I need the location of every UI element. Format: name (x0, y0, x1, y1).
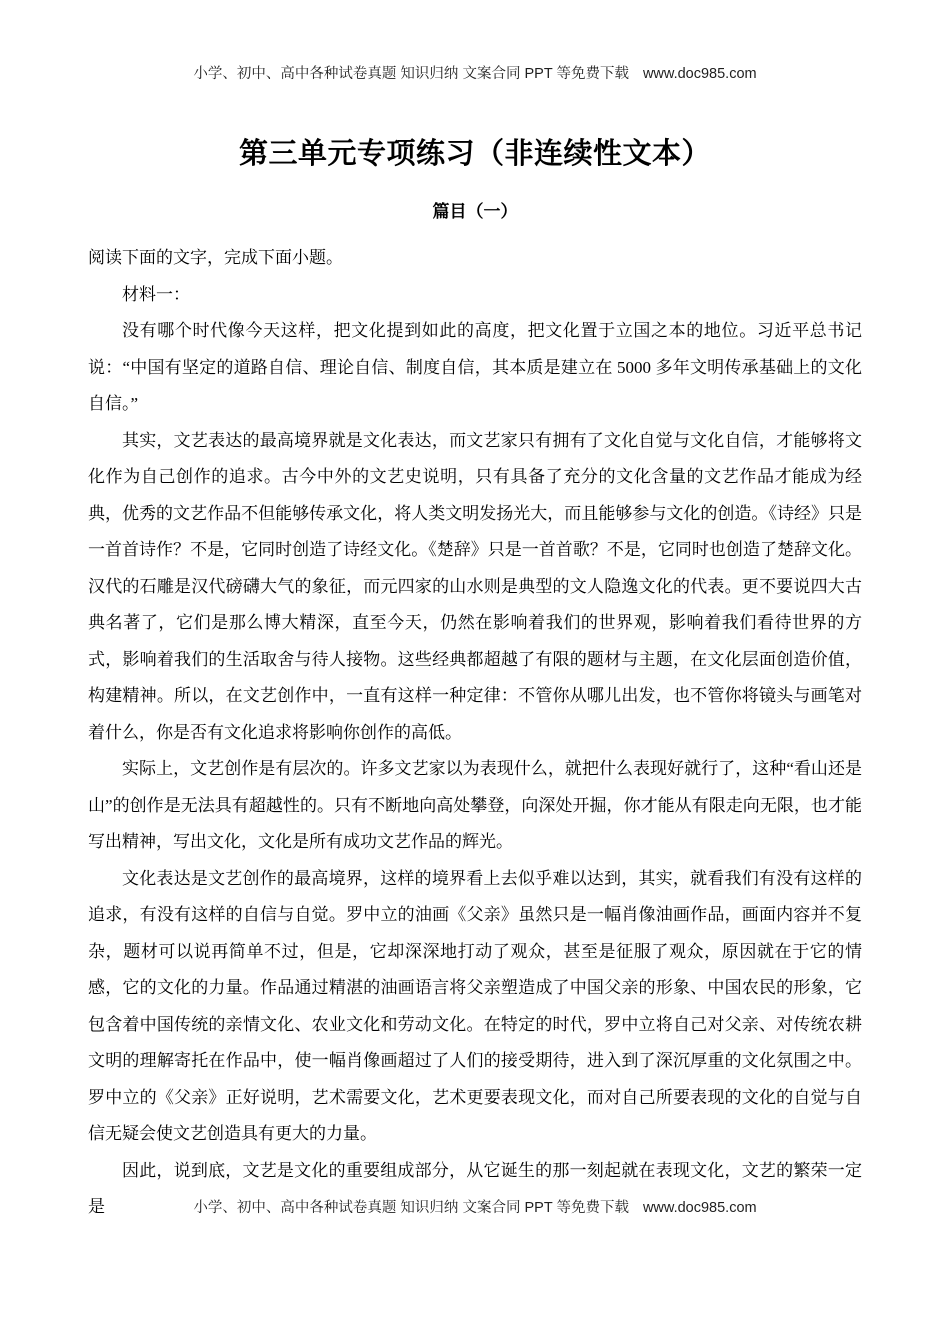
body-text (88, 240, 862, 1226)
header-site-url: www.doc985.com (642, 66, 757, 82)
paragraph: 实际上，文艺创作是有层次的。许多文艺家以为表现什么，就把什么表现好就行了，这种“看山还是山”的创作是无法具有超越性的。只有不断地向高处攀登，向深处开掘，你才能从有限走向无限，也才能写出精神，写出文化，文化是所有成功文艺作品的辉光。 (88, 759, 862, 851)
paragraph: 阅读下面的文字，完成下面小题。 (88, 248, 343, 267)
paragraph: 因此，说到底，文艺是文化的重要组成部分，从它诞生的那一刻起就在表现文化，文艺的繁荣一定是 (88, 1160, 862, 1216)
page-footer (0, 1200, 950, 1217)
page-header (0, 66, 950, 83)
paragraph: 文化表达是文艺创作的最高境界，这样的境界看上去似乎难以达到，其实，就看我们有没有这样的追求，有没有这样的自信与自觉。罗中立的油画《父亲》虽然只是一幅肖像油画作品，画面内容并不复杂，题材可以说再简单不过，但是，它却深深地打动了观众，甚至是征服了观众，原因就在于它的情感，它的文化的力量。作品通过精湛的油画语言将父亲塑造成了中国父亲的形象、中国农民的形象，它包含着中国传统的亲情文化、农业文化和劳动文化。在特定的时代，罗中立将自己对父亲、对传统农耕文明的理解寄托在作品中，使一幅肖像画超过了人们的接受期待，进入到了深沉厚重的文化氛围之中。罗中立的《父亲》正好说明，艺术需要文化，艺术更要表现文化，而对自己所要表现的文化的自觉与自信无疑会使文艺创造具有更大的力量。 (88, 868, 862, 1143)
paragraph: 没有哪个时代像今天这样，把文化提到如此的高度，把文化置于立国之本的地位。习近平总书记说：“中国有坚定的道路自信、理论自信、制度自信，其本质是建立在 5000 多年文明传承基础上的文化自信。” (88, 321, 862, 413)
paragraph: 其实，文艺表达的最高境界就是文化表达，而文艺家只有拥有了文化自觉与文化自信，才能够将文化作为自己创作的追求。古今中外的文艺史说明，只有具备了充分的文化含量的文艺作品才能成为经典，优秀的文艺作品不但能够传承文化，将人类文明发扬光大，而且能够参与文化的创造。《诗经》只是一首首诗作？不是，它同时创造了诗经文化。《楚辞》只是一首首歌？不是，它同时也创造了楚辞文化。汉代的石雕是汉代磅礴大气的象征，而元四家的山水则是典型的文人隐逸文化的代表。更不要说四大古典名著了，它们是那么博大精深，直至今天，仍然在影响着我们的世界观，影响着我们看待世界的方式，影响着我们的生活取舍与待人接物。这些经典都超越了有限的题材与主题，在文化层面创造价值，构建精神。所以，在文艺创作中，一直有这样一种定律：不管你从哪儿出发，也不管你将镜头与画笔对着什么，你是否有文化追求将影响你创作的高低。 (88, 430, 862, 742)
header-text: 小学、初中、高中各种试卷真题 知识归纳 文案合同 PPT 等免费下载 (193, 66, 629, 82)
section-subtitle: 篇目（一） (432, 202, 518, 221)
document-title: 第三单元专项练习（非连续性文本） (238, 138, 711, 170)
paragraph: 材料一： (122, 284, 190, 304)
footer-text: 小学、初中、高中各种试卷真题 知识归纳 文案合同 PPT 等免费下载 (193, 1200, 629, 1216)
footer-site-url: www.doc985.com (642, 1200, 757, 1216)
